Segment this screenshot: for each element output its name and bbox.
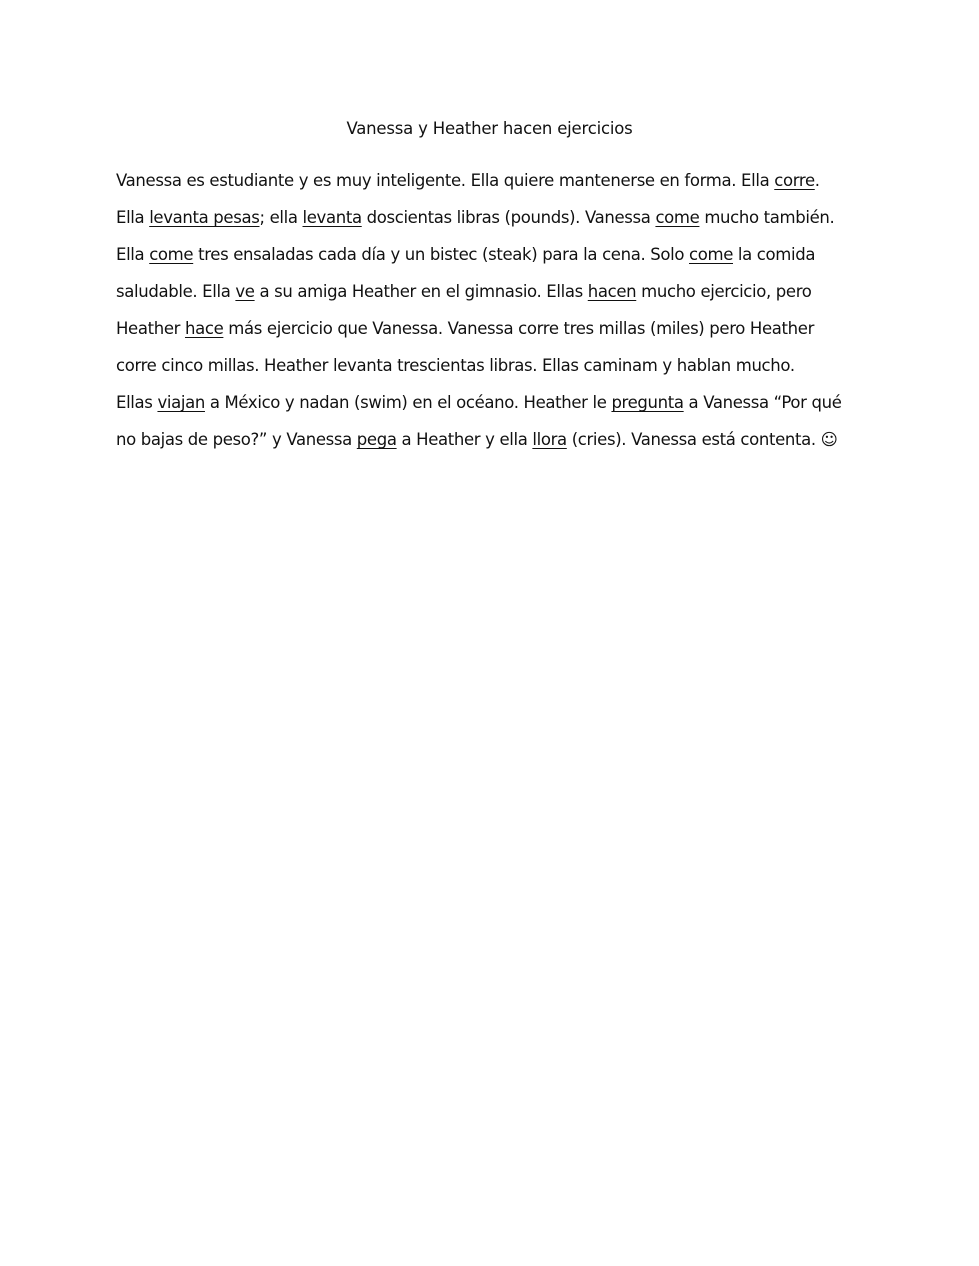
underlined-verb: ve	[235, 282, 255, 301]
underlined-verb: hace	[184, 319, 224, 338]
paragraph-line	[116, 425, 876, 462]
underlined-verb: come	[655, 208, 700, 227]
underlined-verb: pregunta	[611, 393, 684, 412]
text-segment: tres ensaladas cada día y un bistec (steak) para la cena. Solo	[193, 245, 689, 264]
paragraph-line	[116, 277, 876, 314]
paragraph-line	[116, 166, 876, 203]
text-segment: a su amiga Heather en el gimnasio. Ellas	[254, 282, 588, 301]
text-segment: mucho ejercicio, pero	[636, 282, 812, 301]
text-segment: Ella	[116, 208, 150, 227]
text-segment: Ellas	[116, 393, 158, 412]
paragraph-line	[116, 388, 876, 425]
document-title: Vanessa y Heather hacen ejercicios	[346, 119, 633, 138]
text-segment: a México y nadan (swim) en el océano. Heather le	[204, 393, 612, 412]
paragraph-line	[116, 351, 876, 388]
text-segment: ; ella	[259, 208, 303, 227]
text-segment: doscientas libras (pounds). Vanessa	[361, 208, 656, 227]
text-segment: Heather	[116, 319, 185, 338]
text-segment: mucho también.	[699, 208, 835, 227]
underlined-verb: corre	[774, 171, 815, 190]
text-segment: no bajas de peso?” y Vanessa	[116, 430, 357, 449]
underlined-verb: come	[689, 245, 733, 264]
text-segment: Ella	[116, 245, 150, 264]
text-segment: corre cinco millas. Heather levanta trescientas libras. Ellas caminam y hablan mucho.	[116, 356, 795, 375]
document-body	[116, 166, 876, 462]
paragraph-line	[116, 203, 876, 240]
text-segment: saludable. Ella	[116, 282, 236, 301]
text-segment: a Heather y ella	[396, 430, 533, 449]
underlined-verb: levanta	[302, 208, 362, 227]
paragraph-line	[116, 314, 876, 351]
paragraph-line	[116, 240, 876, 277]
text-segment: a Vanessa “Por qué	[683, 393, 842, 412]
underlined-verb: pega	[356, 430, 397, 449]
text-segment: .	[814, 171, 820, 190]
text-segment: Vanessa es estudiante y es muy inteligente. Ella quiere mantenerse en forma. Ella	[116, 171, 775, 190]
text-segment: la comida	[733, 245, 816, 264]
text-segment: (cries). Vanessa está contenta. ☺	[566, 430, 838, 449]
underlined-verb: hacen	[587, 282, 637, 301]
underlined-verb: viajan	[157, 393, 205, 412]
text-segment: más ejercicio que Vanessa. Vanessa corre tres millas (miles) pero Heather	[223, 319, 815, 338]
underlined-verb: come	[149, 245, 194, 264]
underlined-verb: llora	[532, 430, 567, 449]
underlined-verb: levanta pesas	[149, 208, 260, 227]
